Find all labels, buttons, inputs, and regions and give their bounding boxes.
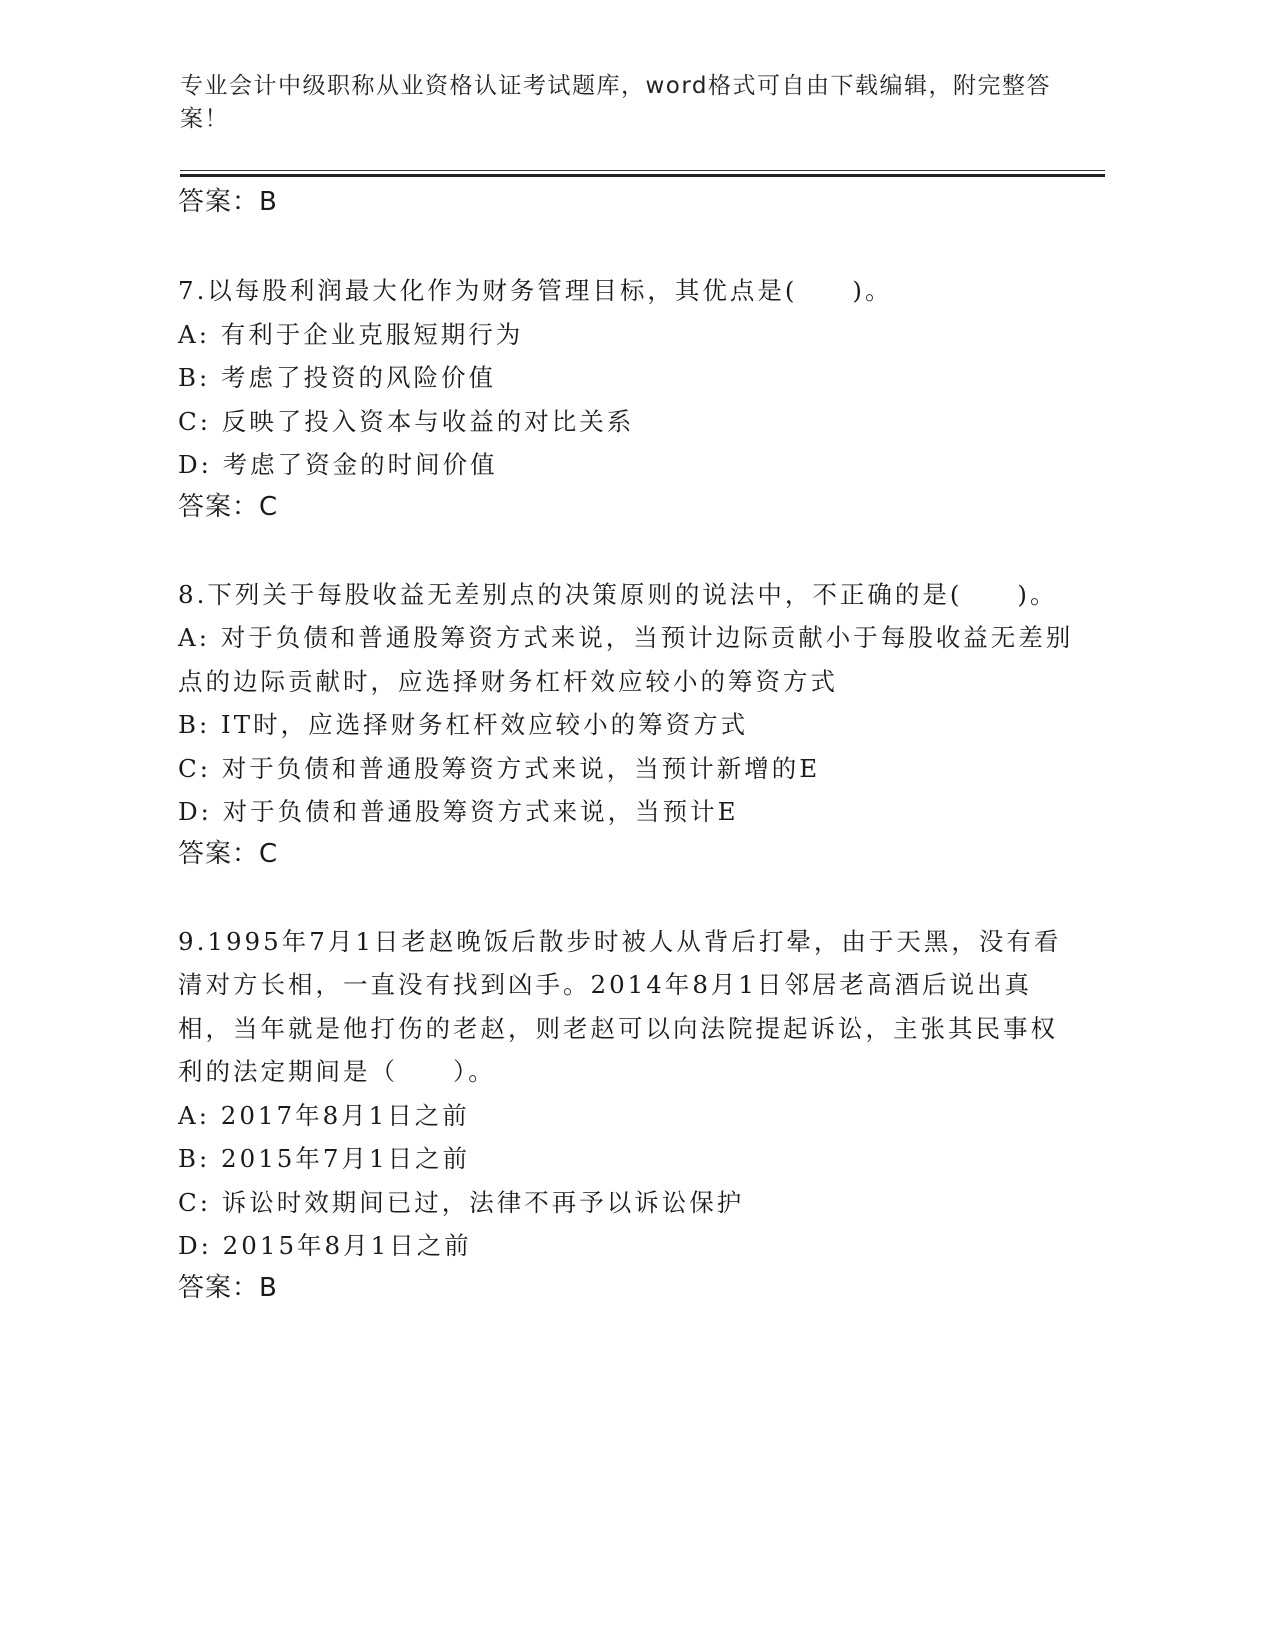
option-a: A: 有利于企业克服短期行为 — [178, 319, 524, 349]
header-divider-thick — [180, 174, 1105, 177]
question-content — [178, 182, 1078, 1308]
previous-answer: 答案：B — [178, 187, 278, 217]
question-answer: 答案：B — [178, 1272, 278, 1303]
page-header: 专业会计中级职称从业资格认证考试题库，word格式可自由下载编辑，附完整答案！ — [180, 73, 1052, 132]
question-text: 7.以每股利润最大化作为财务管理目标，其优点是( )。 — [178, 276, 893, 305]
question-text: 9.1995年7月1日老赵晚饭后散步时被人从背后打晕，由于天黑，没有看清对方长相，一直没有找到凶手。2014年8月1日邻居老高酒后说出真相，当年就是他打伤的老赵，则老赵可以向法院提起诉讼，主张其民事权利的法定期间是（ ）。 — [178, 926, 1062, 1086]
question-7 — [178, 269, 1078, 527]
question-9 — [178, 920, 1078, 1308]
option-a: A: 对于负债和普通股筹资方式来说，当预计边际贡献小于每股收益无差别点的边际贡献时，应选择财务杠杆效应较小的筹资方式 — [178, 623, 1074, 696]
option-c: C: 反映了投入资本与收益的对比关系 — [178, 406, 635, 436]
question-answer: 答案：C — [178, 491, 279, 522]
question-8 — [178, 573, 1078, 874]
header-divider-thin — [180, 170, 1105, 171]
option-d: D: 考虑了资金的时间价值 — [178, 450, 498, 479]
option-c: C: 诉讼时效期间已过，法律不再予以诉讼保护 — [178, 1187, 745, 1217]
option-b: B: 考虑了投资的风险价值 — [178, 363, 497, 392]
option-c: C: 对于负债和普通股筹资方式来说，当预计新增的E — [178, 753, 821, 783]
option-b: B: 2015年7月1日之前 — [178, 1144, 471, 1173]
option-d: D: 对于负债和普通股筹资方式来说，当预计E — [178, 797, 739, 826]
option-d: D: 2015年8月1日之前 — [178, 1231, 472, 1260]
option-a: A: 2017年8月1日之前 — [178, 1100, 470, 1130]
question-text: 8.下列关于每股收益无差别点的决策原则的说法中，不正确的是( )。 — [178, 579, 1058, 609]
question-answer: 答案：C — [178, 838, 279, 869]
option-b: B: IT时，应选择财务杠杆效应较小的筹资方式 — [178, 710, 749, 739]
